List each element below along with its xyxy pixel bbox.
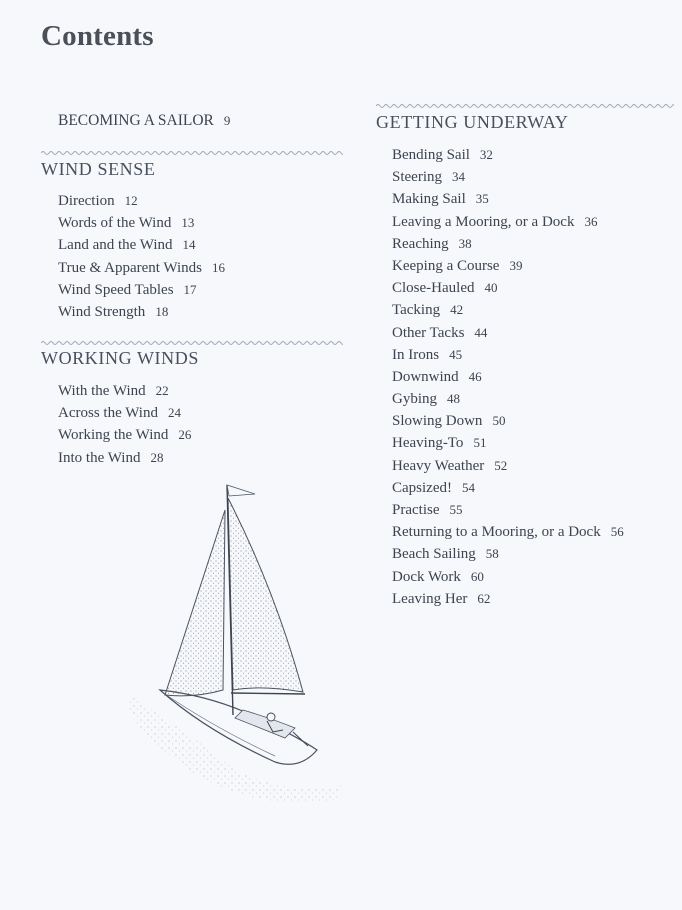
toc-entry[interactable] — [58, 301, 225, 323]
entry-label: Slowing Down — [392, 413, 483, 430]
entry-page: 32 — [479, 147, 493, 162]
toc-entry[interactable] — [392, 299, 624, 321]
toc-entry[interactable] — [58, 212, 225, 234]
section-list-working-winds — [58, 380, 191, 469]
toc-entry-becoming-a-sailor[interactable] — [58, 112, 230, 130]
entry-page: 14 — [182, 237, 196, 253]
toc-entry[interactable] — [58, 279, 225, 301]
toc-entry[interactable] — [58, 424, 191, 446]
entry-page: 52 — [494, 457, 508, 473]
entry-label: Working the Wind — [58, 427, 169, 444]
entry-page: 62 — [477, 590, 491, 606]
toc-entry[interactable] — [58, 234, 225, 256]
entry-label: Close-Hauled — [392, 280, 475, 297]
entry-label: Returning to a Mooring, or a Dock — [392, 524, 601, 541]
toc-entry[interactable] — [392, 499, 624, 521]
toc-entry[interactable] — [392, 521, 624, 543]
entry-page: 48 — [447, 391, 460, 407]
entry-page: 39 — [509, 257, 523, 273]
toc-entry[interactable] — [392, 322, 624, 344]
toc-entry[interactable] — [392, 477, 624, 499]
section-divider-wave — [376, 103, 674, 109]
toc-entry[interactable] — [392, 455, 624, 477]
entry-page: 60 — [470, 568, 484, 584]
toc-entry[interactable] — [58, 190, 225, 212]
entry-label: Dock Work — [392, 568, 461, 585]
entry-page: 35 — [475, 191, 489, 207]
entry-label: Bending Sail — [392, 147, 470, 163]
entry-page: 9 — [223, 113, 231, 128]
entry-page: 45 — [449, 346, 463, 362]
entry-page: 51 — [473, 435, 487, 451]
entry-page: 24 — [167, 405, 181, 421]
toc-entry[interactable] — [58, 257, 225, 279]
entry-page: 50 — [492, 413, 506, 429]
entry-label: Heavy Weather — [392, 457, 485, 474]
entry-label: BECOMING A SAILOR — [58, 112, 214, 129]
entry-page: 22 — [155, 383, 169, 398]
toc-entry[interactable] — [392, 566, 624, 588]
entry-page: 26 — [178, 427, 192, 443]
section-list-getting-underway — [392, 144, 624, 610]
entry-label: Capsized! — [392, 479, 452, 496]
entry-page: 46 — [468, 368, 482, 384]
toc-entry[interactable] — [392, 233, 624, 255]
entry-page: 12 — [124, 193, 138, 208]
toc-entry[interactable] — [392, 188, 624, 210]
toc-entry[interactable] — [392, 277, 624, 299]
toc-entry[interactable] — [392, 366, 624, 388]
section-divider-wave — [41, 340, 343, 346]
entry-page: 28 — [150, 449, 164, 465]
entry-label: Keeping a Course — [392, 257, 500, 274]
toc-entry[interactable] — [392, 588, 624, 610]
entry-label: Direction — [58, 193, 115, 209]
entry-label: Steering — [392, 169, 442, 186]
toc-entry[interactable] — [58, 447, 191, 469]
section-title-getting-underway: GETTING UNDERWAY — [376, 112, 569, 132]
sailboat-illustration — [125, 480, 355, 810]
entry-label: Practise — [392, 502, 440, 518]
entry-label: Wind Speed Tables — [58, 281, 174, 298]
entry-page: 55 — [449, 502, 463, 517]
entry-label: Leaving a Mooring, or a Dock — [392, 213, 575, 230]
entry-label: Gybing — [392, 391, 437, 408]
entry-page: 38 — [458, 235, 472, 251]
toc-entry[interactable] — [392, 166, 624, 188]
entry-label: Into the Wind — [58, 449, 141, 466]
entry-page: 42 — [450, 302, 464, 318]
toc-entry[interactable] — [392, 255, 624, 277]
entry-page: 13 — [181, 215, 195, 231]
section-title-wind-sense: WIND SENSE — [41, 159, 156, 179]
toc-entry[interactable] — [392, 432, 624, 454]
entry-label: True & Apparent Winds — [58, 259, 202, 276]
entry-label: Tacking — [392, 302, 441, 319]
entry-label: In Irons — [392, 346, 440, 363]
entry-page: 54 — [461, 479, 475, 495]
entry-label: Downwind — [392, 368, 459, 385]
entry-page: 18 — [155, 303, 169, 319]
toc-entry[interactable] — [58, 402, 191, 424]
entry-label: Heaving-To — [392, 435, 464, 452]
toc-entry[interactable] — [392, 144, 624, 166]
entry-label: Reaching — [392, 235, 449, 252]
entry-label: Words of the Wind — [58, 215, 172, 232]
toc-entry[interactable] — [392, 211, 624, 233]
entry-label: Beach Sailing — [392, 546, 476, 563]
entry-page: 16 — [211, 259, 225, 275]
section-title-working-winds: WORKING WINDS — [41, 348, 199, 368]
page-title: Contents — [41, 20, 154, 52]
section-list-wind-sense — [58, 190, 225, 323]
toc-entry[interactable] — [392, 344, 624, 366]
entry-label: Leaving Her — [392, 590, 468, 607]
toc-entry[interactable] — [392, 388, 624, 410]
toc-entry[interactable] — [58, 380, 191, 402]
entry-label: Making Sail — [392, 191, 466, 208]
entry-page: 34 — [452, 169, 465, 185]
entry-page: 40 — [484, 280, 498, 296]
entry-label: Land and the Wind — [58, 237, 173, 254]
entry-page: 58 — [485, 546, 499, 562]
section-divider-wave — [41, 150, 343, 156]
entry-label: Wind Strength — [58, 303, 146, 320]
entry-label: With the Wind — [58, 383, 146, 399]
entry-label: Other Tacks — [392, 324, 465, 341]
toc-entry[interactable] — [392, 543, 624, 565]
entry-page: 44 — [474, 324, 488, 340]
entry-page: 17 — [183, 281, 197, 297]
entry-page: 56 — [610, 524, 624, 540]
entry-page: 36 — [584, 213, 598, 229]
entry-label: Across the Wind — [58, 405, 158, 422]
toc-entry[interactable] — [392, 410, 624, 432]
